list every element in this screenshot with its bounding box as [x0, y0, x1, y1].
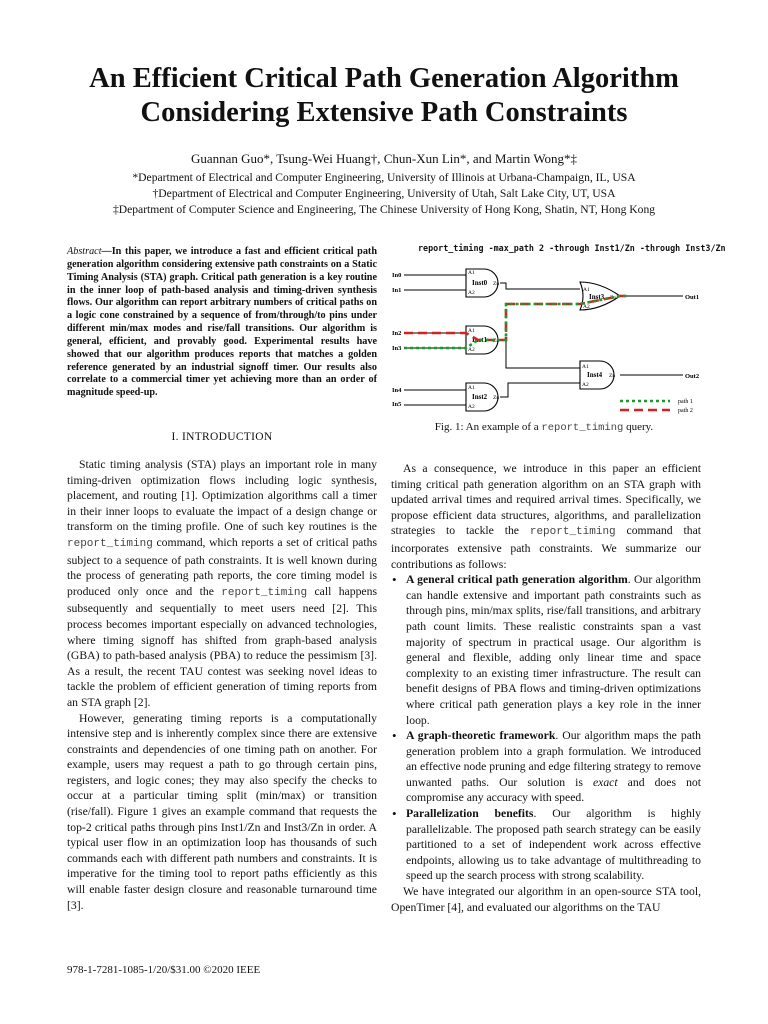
- contribution-2-text-end: and does not compromise any accuracy with speed.: [406, 775, 702, 805]
- inst4-pin-a1: A1: [582, 364, 589, 370]
- legend-path-2-label: path 2: [678, 408, 693, 414]
- paper-title: [40, 62, 728, 130]
- gate-label-inst3: Inst3: [589, 293, 605, 301]
- affiliation-cuhk: ‡Department of Computer Science and Engineering, The Chinese University of Hong Kong, Shatin, NT, Hong Kong: [112, 203, 656, 216]
- input-label-in2: In2: [392, 330, 402, 337]
- contribution-3-text: . Our algorithm is highly parallelizable. The proposed path search strategy can be easily partitioned to a set of independent work across effective endpoints, allowing us to take advantage of multithreading to speed up the search process with strong scalability.: [406, 807, 701, 883]
- circuit-figure: [388, 240, 700, 420]
- inst3-pin-a1: A1: [583, 287, 590, 293]
- right-paragraph-1: [391, 461, 701, 572]
- wires: [404, 275, 683, 405]
- inline-code-report-timing: report_timing: [67, 537, 153, 550]
- affiliation-uiuc: *Department of Electrical and Computer Engineering, University of Illinois at Urbana-Champaign, IL, USA: [132, 171, 636, 184]
- intro-paragraph-1: [67, 457, 377, 711]
- input-label-in0: In0: [392, 272, 402, 279]
- gate-label-inst0: Inst0: [472, 279, 488, 287]
- copyright-footer: 978-1-7281-1085-1/20/$31.00 ©2020 IEEE: [67, 964, 261, 976]
- intro-p1-part-b: command, which reports a set of critical paths subject to a sequence of path constraints. It is well known during the process of generating path reports, the core timing model is produced only once and the: [67, 535, 377, 598]
- contribution-3-title: Parallelization benefits: [406, 807, 534, 821]
- legend-path-1-label: path 1: [678, 399, 693, 405]
- output-label-out1: Out1: [685, 294, 700, 301]
- abstract-label: Abstract: [67, 246, 102, 257]
- inst4-pin-zn: Zn: [609, 373, 616, 379]
- right-p1-part-a: As a consequence, we introduce in this paper an efficient timing critical path generation algorithm on an STA graph with updated arrival times and required arrival times. Specifically, we propose efficient data structures, algorithms, and parallelization strategies to tackle the: [391, 462, 701, 538]
- title-line-1: An Efficient Critical Path Generation Algorithm: [89, 63, 679, 94]
- abstract-text: —In this paper, we introduce a fast and efficient critical path generation algorithm considering extensive path constraints on a Static Timing Analysis (STA) graph. Critical path generation is a key routine in the inner loop of path-based analysis and timing-driven synthesis flows. Our algorithm can report arbitrary numbers of critical paths on a logic cone constrained by a sequence of from/through/to pins under different min/max modes and rise/fall transitions. Our algorithm is general, efficient, and provably good. Experimental results have showed that our algorithm produces reports that matches a golden reference generated by an industrial signoff timer. Our results also correlate to a commercial timer yet achieving more than an order of magnitude speed-up.: [67, 246, 377, 399]
- inst1-pin-zn: Zn: [493, 338, 500, 344]
- intro-paragraph-2: However, generating timing reports is a computationally intensive step and is inherently complex since there are extensive constraints and dependencies of one timing path on another. For example, users may request a path to go through certain pins, registers, and logic cones; they may also specify the checks to occur at a particular timing split (min/max) or transition (rise/fall). Figure 1 gives an example command that requests the top-2 critical paths through pins Inst1/Zn and Inst3/Zn in order. A typical user flow in an optimization loop has thousands of such commands each with different path numbers and constraints. It is imperative for the timing tool to report paths efficiently as this will enable faster design closure and reasonable turnaround time [3].: [67, 711, 377, 912]
- input-label-in4: In4: [392, 387, 402, 394]
- inst0-pin-a2: A2: [468, 290, 475, 296]
- caption-code: report_timing: [541, 422, 624, 434]
- contributions-list: [391, 572, 701, 884]
- inst2-pin-zn: Zn: [493, 395, 500, 401]
- inst2-pin-a1: A1: [468, 385, 475, 391]
- contribution-2-emphasis: exact: [592, 775, 618, 789]
- gate-label-inst1: Inst1: [472, 336, 488, 344]
- contribution-2-title: A graph-theoretic framework: [406, 729, 556, 743]
- contribution-item-1: [391, 572, 701, 728]
- caption-part-a: Fig. 1: An example of a: [434, 421, 542, 433]
- output-label-out2: Out2: [685, 373, 700, 380]
- contribution-2-text: . Our algorithm maps the path generation problem into a graph formulation. We introduced an effective node pruning and edge filtering strategy to remove unwanted paths. Our solution is: [406, 729, 701, 789]
- input-label-in1: In1: [392, 287, 402, 294]
- inst3-pin-a2: A2: [583, 304, 590, 310]
- title-line-2: Considering Extensive Path Constraints: [140, 97, 628, 128]
- inst1-pin-a2: A2: [468, 347, 475, 353]
- intro-p1-part-a: Static timing analysis (STA) plays an important role in many timing-driven optimization flows including logic synthesis, placement, and routing [1]. Optimization algorithms call a timer in their inner loops to evaluate the impact of a design change or transform on the timing profile. One of such key routines is the: [67, 458, 377, 534]
- right-p1-part-b: command that incorporates extensive path constraints. We summarize our contributions as follows:: [391, 524, 701, 571]
- gate-label-inst4: Inst4: [587, 371, 603, 379]
- section-heading-introduction: I. INTRODUCTION: [171, 431, 273, 443]
- gate-label-inst2: Inst2: [472, 393, 488, 401]
- input-label-in5: In5: [392, 401, 402, 408]
- intro-p1-part-c: call happens subsequently and sequentially to meet users need [2]. This process becomes important especially on advanced technologies, where timing signoff has shifted from graph-based analysis (GBA) to path-based analysis (PBA) to reduce the pessimism [3]. As a result, the recent TAU contest was seeking novel ideas to tackle the problem of efficient generation of timing reports from an STA graph [2].: [67, 584, 377, 709]
- left-column-body: [67, 457, 377, 913]
- inst4-pin-a2: A2: [582, 382, 589, 388]
- figure-caption: [388, 421, 700, 434]
- inst2-pin-a2: A2: [468, 404, 475, 410]
- author-list: Guannan Guo*, Tsung-Wei Huang†, Chun-Xun Lin*, and Martin Wong*‡: [190, 151, 578, 166]
- right-column-body: [391, 461, 701, 915]
- inst3-pin-zn: Zn: [610, 295, 617, 301]
- inst0-pin-zn: Zn: [493, 281, 500, 287]
- contribution-item-3: [391, 806, 701, 884]
- inst1-pin-a1: A1: [468, 328, 475, 334]
- figure-command: report_timing -max_path 2 -through Inst1/Zn -through Inst3/Zn: [418, 243, 726, 253]
- contribution-1-text: . Our algorithm can handle extensive and important path constraints such as through pins, min/max splits, rise/fall transitions, and arbitrary path count limits. These realistic constraints span a vast majority of spectrum in practical usage. Our algorithm is general and flexible, adding only linear time and space complexity to an existing timer infrastructure. The result can benefit designs of PBA flows and timing-driven optimizations where critical path generation plays a key role in the inner loop.: [406, 573, 701, 727]
- right-paragraph-last: We have integrated our algorithm in an open-source STA tool, OpenTimer [4], and evaluated our algorithms on the TAU: [391, 885, 701, 914]
- inline-code-report-timing-2: report_timing: [221, 586, 308, 599]
- abstract: [67, 246, 377, 400]
- inline-code-report-timing-3: report_timing: [529, 526, 616, 539]
- inst0-pin-a1: A1: [468, 270, 475, 276]
- affiliation-utah: †Department of Electrical and Computer Engineering, University of Utah, Salt Lake City, UT, USA: [152, 187, 616, 200]
- contribution-1-title: A general critical path generation algorithm: [406, 573, 628, 587]
- input-label-in3: In3: [392, 345, 402, 352]
- caption-part-b: query.: [623, 421, 654, 433]
- contribution-item-2: [391, 728, 701, 806]
